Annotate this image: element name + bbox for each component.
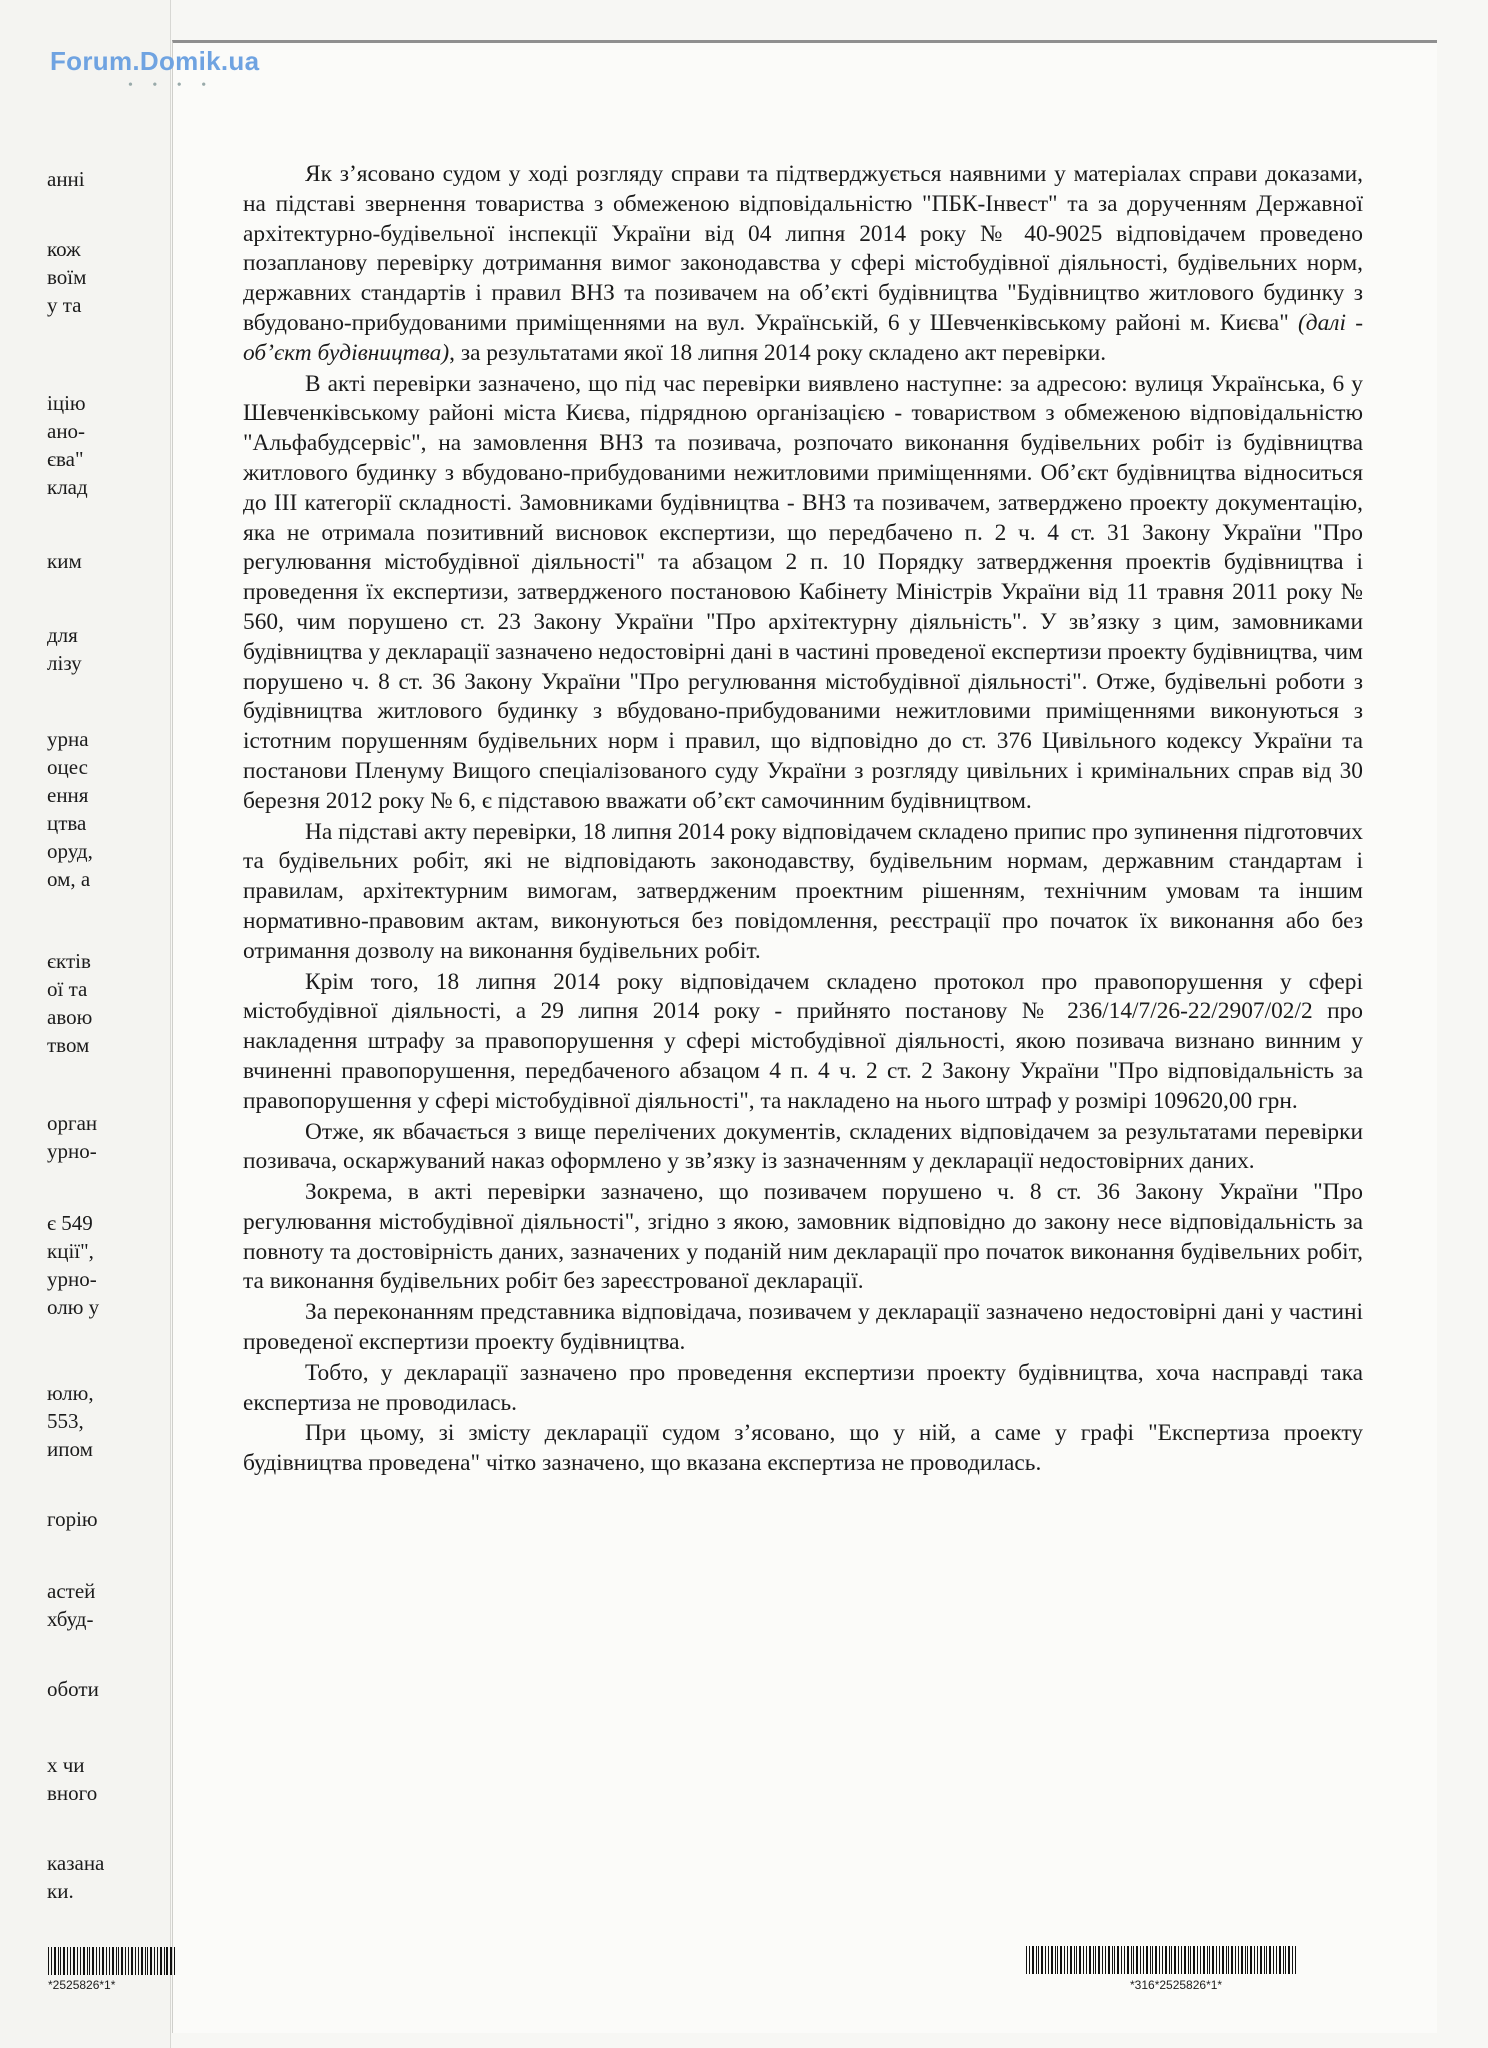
fragment-line: юлю,: [47, 1381, 94, 1405]
barcode-bar: [109, 1947, 110, 1975]
barcode-bar: [1159, 1946, 1160, 1974]
fragment-line: лізу: [47, 651, 82, 675]
barcode-bar: [145, 1947, 146, 1975]
fragment-line: вного: [47, 1781, 98, 1805]
fragment-line: єва": [47, 447, 84, 471]
barcode-bar: [1051, 1946, 1053, 1974]
barcode-bar: [1178, 1946, 1179, 1974]
barcode-bar: [1193, 1946, 1195, 1974]
barcode-bar: [1254, 1946, 1255, 1974]
barcode-bar: [1245, 1946, 1246, 1974]
fragment-line: х чи: [47, 1753, 85, 1777]
barcode-bar: [1295, 1946, 1296, 1974]
barcode-bar: [170, 1947, 172, 1975]
fragment-line: горію: [47, 1507, 98, 1531]
fragment-line: кції",: [47, 1239, 94, 1263]
barcode-bar: [1048, 1946, 1049, 1974]
barcode-bar: [1070, 1946, 1072, 1974]
text-run: За переконанням представника відповідача, позивачем у декларації зазначено недостовірні дані у частині проведеної експертизи проекту будівництва.: [243, 1299, 1363, 1356]
barcode-bar: [1117, 1946, 1119, 1974]
left-barcode-label: *2525826*1*: [48, 1978, 116, 1992]
fragment-line: у та: [47, 293, 82, 317]
barcode-bar: [51, 1947, 52, 1975]
fragment-line: оботи: [47, 1677, 99, 1701]
barcode-bar: [67, 1947, 68, 1975]
barcode-bar: [1093, 1946, 1094, 1974]
barcode-bar: [1089, 1946, 1091, 1974]
barcode-bar: [1150, 1946, 1151, 1974]
text-run: Крім того, 18 липня 2014 року відповідачем складено протокол про правопорушення у сфері містобудівної діяльності, а 29 липня 2014 року - прийнято постанову № 236/14/7/26-22/2907/02/2 про накладення штрафу за правопорушення у сфері містобудівної діяльності, якою позивача визнано винним у вчиненні правопорушення, передбаченого абзацом 4 п. 4 ч. 2 ст. 2 Закону України "Про відповідальність за правопорушення у сфері містобудівної діяльності", та накладено на нього штраф у розмірі 109620,00 грн.: [243, 968, 1363, 1114]
barcode-bar: [1112, 1946, 1113, 1974]
barcode-bar: [154, 1947, 155, 1975]
barcode-bar: [1266, 1946, 1267, 1974]
barcode-bar: [1152, 1946, 1153, 1974]
fragment-line: є 549: [47, 1211, 93, 1235]
barcode-bar: [157, 1947, 158, 1975]
barcode-bar: [99, 1947, 100, 1975]
fragment-line: ипом: [47, 1437, 93, 1461]
paragraph: [243, 370, 1363, 817]
barcode-bar: [1083, 1946, 1084, 1974]
barcode-bar: [112, 1947, 114, 1975]
fragment-line: кож: [47, 237, 81, 261]
barcode-bar: [1174, 1946, 1176, 1974]
barcode-bar: [1146, 1946, 1148, 1974]
fragment-line: воїм: [47, 265, 87, 289]
barcode-bar: [1200, 1946, 1201, 1974]
barcode-bar: [1235, 1946, 1236, 1974]
barcode-bar: [1292, 1946, 1293, 1974]
barcode-bar: [118, 1947, 119, 1975]
fragment-line: урна: [47, 727, 89, 751]
barcode-bar: [1155, 1946, 1157, 1974]
barcode-bar: [63, 1947, 65, 1975]
text-run: Тобто, у декларації зазначено про проведення експертизи проекту будівництва, хоча насправді така експертиза не проводилась.: [243, 1359, 1363, 1416]
paragraph: [243, 1419, 1363, 1479]
barcode-bar: [1288, 1946, 1290, 1974]
barcode-bar: [1074, 1946, 1075, 1974]
fragment-line: авою: [47, 1005, 93, 1029]
barcode-bar: [138, 1947, 139, 1975]
barcode-bar: [131, 1947, 133, 1975]
barcode-bar: [1181, 1946, 1182, 1974]
barcode-bar: [141, 1947, 143, 1975]
barcode-bar: [128, 1947, 129, 1975]
fragment-line: ої та: [47, 977, 88, 1001]
barcode-bar: [164, 1947, 165, 1975]
barcode-bar: [1276, 1946, 1277, 1974]
paragraph: [243, 1359, 1363, 1419]
barcode-bar: [1079, 1946, 1081, 1974]
fragment-line: клад: [47, 475, 88, 499]
fragment-line: олю у: [47, 1295, 100, 1319]
barcode-bar: [1133, 1946, 1134, 1974]
right-barcode-label: *316*2525826*1*: [1130, 1978, 1223, 1992]
fragment-line: єктів: [47, 949, 91, 973]
barcode-bar: [1171, 1946, 1172, 1974]
barcode-bar: [1250, 1946, 1252, 1974]
barcode-bar: [1209, 1946, 1210, 1974]
barcode-bar: [1029, 1946, 1030, 1974]
barcode-bar: [1067, 1946, 1068, 1974]
barcode-bar: [1247, 1946, 1248, 1974]
barcode-bar: [1219, 1946, 1220, 1974]
watermark-dots: • • • •: [128, 78, 215, 93]
barcode-bar: [60, 1947, 61, 1975]
barcode-bar: [1127, 1946, 1129, 1974]
watermark-logo: Forum.Domik.ua: [50, 46, 260, 76]
fragment-line: ки.: [47, 1879, 74, 1903]
barcode-bar: [1212, 1946, 1214, 1974]
barcode-bar: [1222, 1946, 1224, 1974]
barcode-bar: [1060, 1946, 1062, 1974]
barcode-bar: [147, 1947, 148, 1975]
paragraph: [243, 818, 1363, 967]
barcode-bar: [1165, 1946, 1167, 1974]
barcode-bar: [1207, 1946, 1208, 1974]
fragment-line: астей: [47, 1579, 96, 1603]
barcode-bar: [1238, 1946, 1239, 1974]
barcode-bar: [1105, 1946, 1106, 1974]
barcode-bar: [83, 1947, 85, 1975]
barcode-bar: [166, 1947, 167, 1975]
barcode-bar: [106, 1947, 107, 1975]
barcode-bar: [1241, 1946, 1243, 1974]
barcode-bar: [87, 1947, 88, 1975]
barcode-bar: [89, 1947, 90, 1975]
barcode-bar: [1228, 1946, 1229, 1974]
barcode-bar: [1121, 1946, 1122, 1974]
barcode-bar: [1264, 1946, 1265, 1974]
right-barcode: [1026, 1946, 1298, 1974]
barcode-bar: [1190, 1946, 1191, 1974]
barcode-bar: [1036, 1946, 1037, 1974]
barcode-bar: [1041, 1946, 1043, 1974]
paragraph: [243, 968, 1363, 1117]
barcode-bar: [1140, 1946, 1141, 1974]
barcode-bar: [1102, 1946, 1103, 1974]
barcode-bar: [77, 1947, 78, 1975]
barcode-bar: [1184, 1946, 1186, 1974]
fragment-line: анні: [47, 167, 85, 191]
barcode-bar: [1108, 1946, 1110, 1974]
barcode-bar: [96, 1947, 97, 1975]
fragment-line: ано-: [47, 419, 86, 443]
barcode-bar: [92, 1947, 94, 1975]
fragment-line: ким: [47, 549, 82, 573]
fragment-line: оруд,: [47, 839, 93, 863]
barcode-bar: [70, 1947, 71, 1975]
barcode-bar: [1285, 1946, 1286, 1974]
text-run: Зокрема, в акті перевірки зазначено, що позивачем порушено ч. 8 ст. 36 Закону України "Про регулювання містобудівної діяльності", згідно з якою, замовник відповідно до закону несе відповідальність за повноту та достовірність даних, зазначених у поданій ним декларації про початок виконання будівельних робіт, та виконання будівельних робіт без зареєстрованої декларації.: [243, 1179, 1363, 1295]
barcode-bar: [1269, 1946, 1271, 1974]
barcode-bar: [1086, 1946, 1087, 1974]
barcode-bar: [135, 1947, 136, 1975]
text-run: В акті перевірки зазначено, що під час перевірки виявлено наступне: за адресою: вулиця Українська, 6 у Шевченківському районі міста Києва, підрядною організацією - товариством з обмеженою відповідальністю "Альфабудсервіс", на замовлення ВНЗ та позивача, розпочато виконання будівельних робіт із будівництва житлового будинку з вбудовано-прибудованими нежитловими приміщеннями. Об’єкт будівництва відноситься до III категорії складності. Замовниками будівництва - ВНЗ та позивачем, затверджено проекту документацію, яка не отримала позитивний висновок експертизи, що передбачено п. 2 ч. 4 ст. 31 Закону України "Про регулювання містобудівної діяльності" та абзацом 2 п. 10 Порядку затвердження проектів будівництва і проведення їх експертизи, затвердженого постановою Кабінету Міністрів України від 11 травня 2011 року № 560, чим порушено ст. 23 Закону України "Про архітектурну діяльність". У зв’язку з цим, замовниками будівництва у декларації зазначено недостовірні дані в частині проведеної експертизи проекту будівництва, чим порушено ч. 8 ст. 36 Закону України "Про регулювання містобудівної діяльності". Отже, будівельні роботи з будівництва житлового будинку з вбудовано-прибудованими нежитловими приміщеннями виконуються з істотним порушенням будівельних норм і правил, що відповідно до ст. 376 Цивільного кодексу України та постанови Пленуму Вищого спеціалізованого суду України з розгляду цивільних і кримінальних справ від 30 березня 2012 року № 6, є підставою вважати об’єкт самочинним будівництвом.: [243, 370, 1363, 814]
barcode-bar: [1064, 1946, 1065, 1974]
barcode-bar: [1260, 1946, 1262, 1974]
barcode-bar: [125, 1947, 126, 1975]
fragment-line: урно-: [47, 1267, 97, 1291]
fragment-line: 553,: [47, 1409, 84, 1433]
document-body: [243, 160, 1363, 1479]
barcode-bar: [1026, 1946, 1027, 1974]
fragment-line: цтва: [47, 811, 87, 835]
barcode-bar: [1279, 1946, 1281, 1974]
text-run: , за результатами якої 18 липня 2014 року складено акт перевірки.: [449, 339, 1107, 366]
paragraph: [243, 1178, 1363, 1297]
barcode-bar: [1169, 1946, 1170, 1974]
barcode-bar: [1136, 1946, 1138, 1974]
text-run: На підставі акту перевірки, 18 липня 2014 року відповідачем складено припис про зупинення підготовчих та будівельних робіт, які не відповідають законодавству, будівельним нормам, державним стандартам і правилам, архітектурним вимогам, затвердженим проектним рішенням, технічним умовам та іншим нормативно-правовим актам, виконуються без повідомлення, реєстрації про початок їх виконання або без отримання дозволу на виконання будівельних робіт.: [243, 818, 1363, 964]
barcode-bar: [150, 1947, 152, 1975]
barcode-bar: [1216, 1946, 1217, 1974]
barcode-bar: [160, 1947, 162, 1975]
paragraph: [243, 1298, 1363, 1358]
barcode-bar: [1283, 1946, 1284, 1974]
barcode-bar: [1057, 1946, 1058, 1974]
fragment-line: іцію: [47, 391, 86, 415]
fragment-line: для: [47, 623, 78, 647]
barcode-bar: [1188, 1946, 1189, 1974]
left-barcode: [48, 1947, 176, 1975]
text-run: Отже, як вбачається з вище перелічених документів, складених відповідачем за результатами перевірки позивача, оскаржуваний наказ оформлено у зв’язку із зазначенням у декларації недостовірних даних.: [243, 1118, 1363, 1175]
barcode-bar: [1231, 1946, 1233, 1974]
barcode-bar: [116, 1947, 117, 1975]
barcode-bar: [1131, 1946, 1132, 1974]
barcode-bar: [1124, 1946, 1125, 1974]
barcode-bar: [48, 1947, 49, 1975]
fragment-line: ом, а: [47, 867, 91, 891]
text-run: Як з’ясовано судом у ході розгляду справи та підтверджується наявними у матеріалах справи доказами, на підставі звернення товариства з обмеженою відповідальністю "ПБК-Інвест" та за дорученням Державної архітектурно-будівельної інспекції України від 04 липня 2014 року № 40-9025 відповідачем проведено позапланову перевірку дотримання вимог законодавства у сфері містобудівної діяльності, будівельних норм, державних стандартів і правил ВНЗ та позивачем на об’єкті будівництва "Будівництво житлового будинку з вбудовано-прибудованими приміщеннями на вул. Українській, 6 у Шевченківському районі м. Києва": [243, 161, 1363, 336]
barcode-bar: [58, 1947, 59, 1975]
barcode-bar: [1095, 1946, 1096, 1974]
barcode-bar: [1076, 1946, 1077, 1974]
barcode-bar: [1055, 1946, 1056, 1974]
fragment-line: урно-: [47, 1139, 97, 1163]
paragraph: [243, 160, 1363, 369]
italic-text: (далі - об’єкт будівництва): [243, 309, 1363, 366]
barcode-bar: [1114, 1946, 1115, 1974]
barcode-bar: [1162, 1946, 1163, 1974]
fragment-line: твом: [47, 1033, 90, 1057]
barcode-bar: [1257, 1946, 1258, 1974]
barcode-bar: [1032, 1946, 1034, 1974]
barcode-bar: [1273, 1946, 1274, 1974]
fragment-line: орган: [47, 1111, 98, 1135]
barcode-bar: [1098, 1946, 1100, 1974]
barcode-bar: [80, 1947, 81, 1975]
barcode-bar: [1045, 1946, 1046, 1974]
paragraph: [243, 1118, 1363, 1178]
barcode-bar: [1038, 1946, 1039, 1974]
fragment-line: хбуд-: [47, 1607, 94, 1631]
text-run: При цьому, зі змісту декларації судом з’ясовано, що у ній, а саме у графі "Експертиза проекту будівництва проведена" чітко зазначено, що вказана експертиза не проводилась.: [243, 1420, 1363, 1477]
barcode-bar: [121, 1947, 123, 1975]
fragment-line: ення: [47, 783, 89, 807]
fragment-line: казана: [47, 1851, 105, 1875]
barcode-bar: [174, 1947, 175, 1975]
barcode-bar: [1143, 1946, 1144, 1974]
barcode-bar: [1197, 1946, 1198, 1974]
barcode-bar: [1226, 1946, 1227, 1974]
barcode-bar: [54, 1947, 56, 1975]
fragment-line: оцес: [47, 755, 88, 779]
barcode-bar: [73, 1947, 75, 1975]
barcode-bar: [1203, 1946, 1205, 1974]
barcode-bar: [102, 1947, 104, 1975]
